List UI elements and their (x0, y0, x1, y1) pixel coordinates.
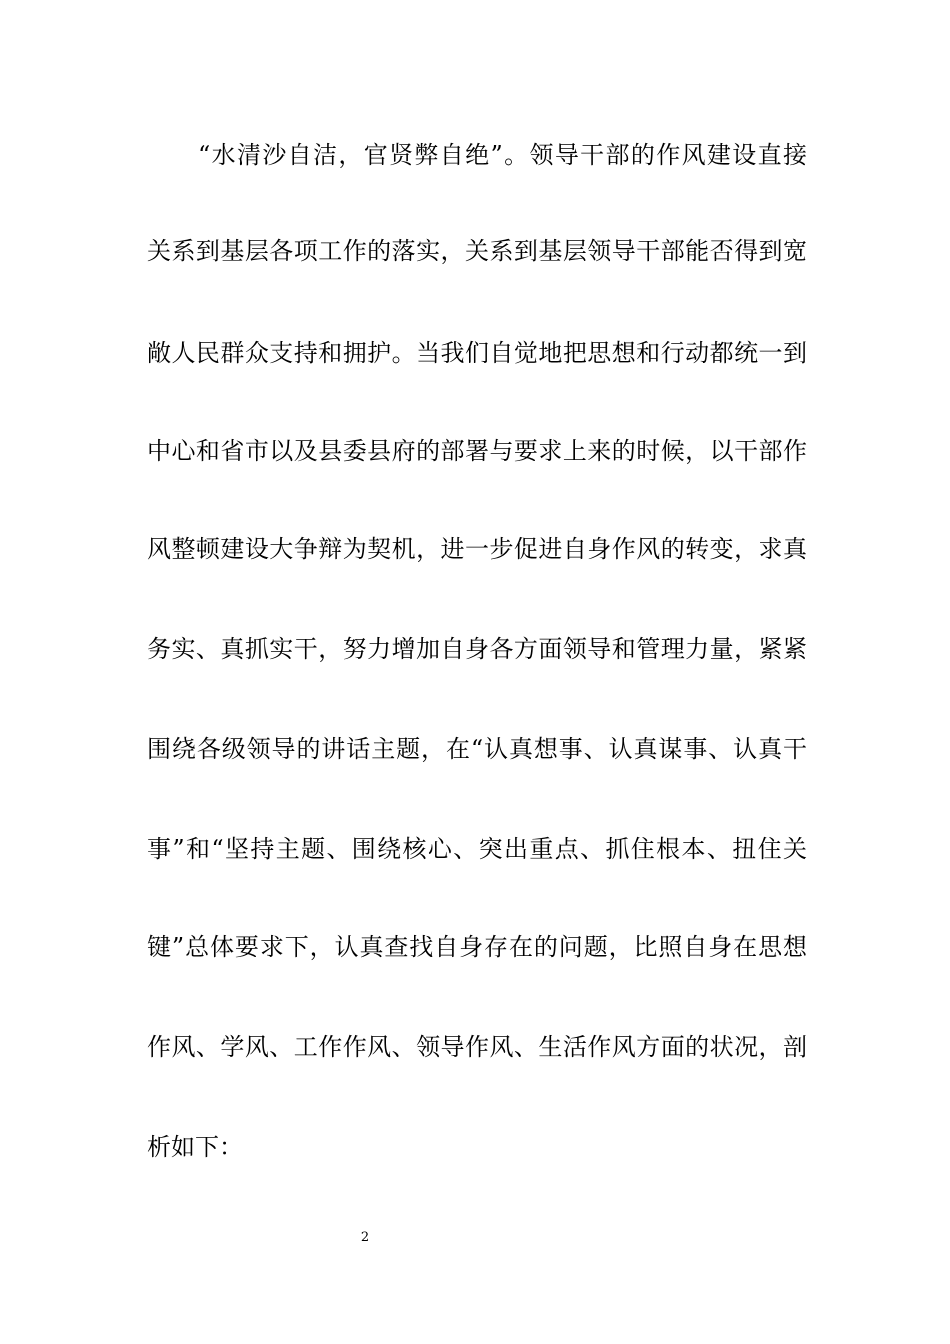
paragraph-line: 析如下： (147, 1133, 243, 1161)
paragraph-line: 事”和“坚持主题、围绕核心、突出重点、抓住根本、扭住关 (147, 835, 807, 863)
paragraph-line: 敞人民群众支持和拥护。当我们自觉地把思想和行动都统一到 (147, 339, 807, 367)
paragraph-line: “水清沙自洁，官贤弊自绝”。领导干部的作风建设直接 (198, 141, 807, 169)
paragraph-line: 风整顿建设大争辩为契机，进一步促进自身作风的转变，求真 (147, 535, 807, 563)
page-number: 2 (360, 1230, 370, 1245)
paragraph-line: 关系到基层各项工作的落实，关系到基层领导干部能否得到宽 (147, 237, 807, 265)
paragraph-line: 务实、真抓实干，努力增加自身各方面领导和管理力量，紧紧 (147, 635, 807, 663)
paragraph-line: 键”总体要求下，认真查找自身存在的问题，比照自身在思想 (147, 933, 807, 961)
paragraph-line: 中心和省市以及县委县府的部署与要求上来的时候，以干部作 (147, 437, 807, 465)
paragraph-line: 作风、学风、工作作风、领导作风、生活作风方面的状况，剖 (147, 1033, 807, 1061)
paragraph-line: 围绕各级领导的讲话主题，在“认真想事、认真谋事、认真干 (147, 735, 807, 763)
